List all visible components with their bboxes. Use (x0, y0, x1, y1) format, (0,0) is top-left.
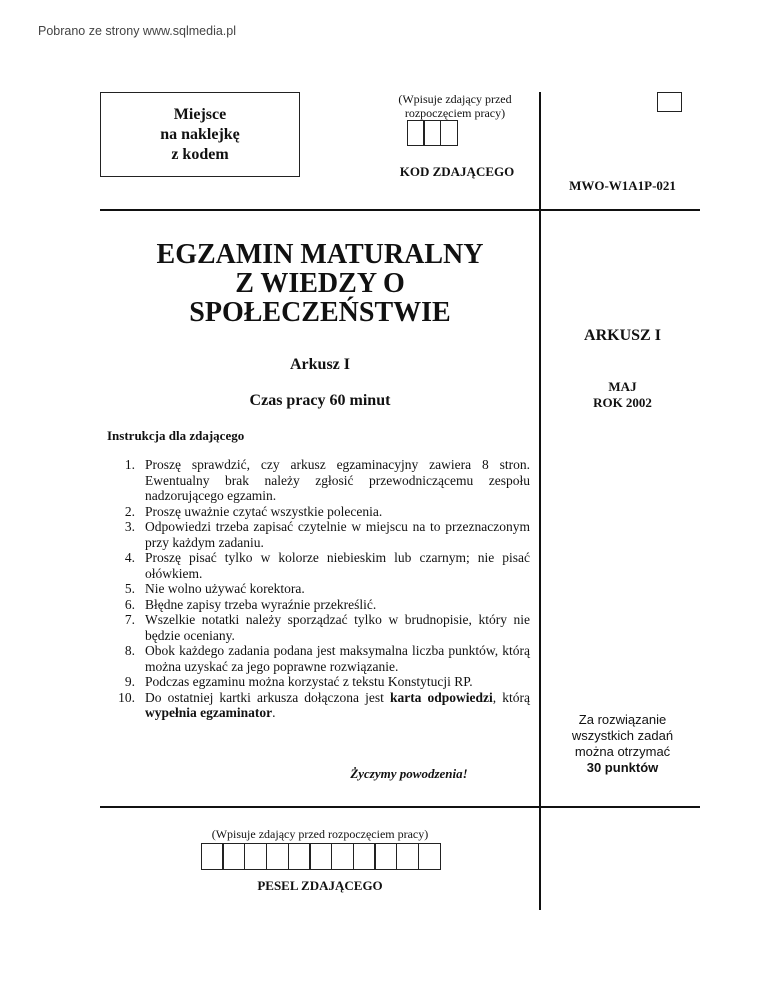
code-digit-box[interactable] (440, 120, 458, 146)
sticker-line: z kodem (171, 145, 229, 163)
vertical-divider (539, 92, 541, 910)
pesel-instruction: (Wpisuje zdający przed rozpoczęciem pracy) (211, 827, 429, 841)
title-line: EGZAMIN MATURALNY (156, 239, 484, 270)
points-note-line: można otrzymać (574, 744, 671, 759)
instruction-item (104, 674, 530, 690)
work-time: Czas pracy 60 minut (249, 392, 391, 409)
instruction-text: Proszę sprawdzić, czy arkusz egzaminacyjny zawiera 8 stron. Ewentualny brak należy zgłosić przewodniczącemu zespołu nadzorującego egzamin. (145, 457, 530, 503)
instruction-number: 10. (118, 689, 135, 705)
exam-year: ROK 2002 (593, 395, 652, 410)
exam-date (545, 379, 700, 411)
bottom-divider (100, 806, 700, 808)
instruction-number: 4. (124, 550, 135, 565)
pesel-digit-box[interactable] (418, 843, 441, 870)
title-line: SPOŁECZEŃSTWIE (189, 297, 451, 328)
exam-title (100, 240, 540, 327)
instruction-text: Proszę uważnie czytać wszystkie polecenia. (145, 503, 383, 519)
pesel-digit-box[interactable] (353, 843, 376, 870)
instruction-text-part: Do ostatniej kartki arkusza dołączona jest (145, 689, 390, 705)
code-instruction (370, 92, 540, 120)
pesel-digit-box[interactable] (244, 843, 267, 870)
instruction-item (104, 550, 530, 581)
title-line: Z WIEDZY O (235, 268, 405, 299)
instruction-item (104, 612, 530, 643)
instruction-item (104, 690, 530, 721)
instruction-text: Nie wolno używać korektora. (145, 581, 305, 596)
pesel-label: PESEL ZDAJĄCEGO (257, 878, 383, 893)
pesel-digit-box[interactable] (201, 843, 224, 870)
good-luck-wish: Życzymy powodzenia! (350, 766, 468, 781)
instruction-item (104, 597, 530, 613)
source-note: Pobrano ze strony www.sqlmedia.pl (38, 24, 237, 38)
instruction-number: 5. (124, 581, 135, 596)
pesel-digit-box[interactable] (309, 843, 332, 870)
exam-month: MAJ (608, 379, 637, 394)
pesel-digit-box[interactable] (288, 843, 311, 870)
instruction-text: Wszelkie notatki należy sporządzać tylko w brudnopisie, który nie będzie oceniany. (145, 612, 530, 643)
sheet-label: Arkusz I (289, 356, 350, 373)
points-note-line: Za rozwiązanie (578, 712, 667, 727)
points-note (545, 712, 700, 776)
code-digit-box[interactable] (407, 120, 425, 146)
code-instruction-line: rozpoczęciem pracy) (404, 106, 506, 120)
instruction-item (104, 504, 530, 520)
instruction-number: 8. (124, 643, 135, 658)
instruction-item (104, 643, 530, 674)
instructions-list (104, 457, 530, 721)
candidate-code-label: KOD ZDAJĄCEGO (399, 164, 515, 179)
answer-card-emphasis: karta odpowiedzi (389, 689, 493, 705)
pesel-digit-box[interactable] (222, 843, 245, 870)
code-digit-box[interactable] (423, 120, 441, 146)
instruction-text: Obok każdego zadania podana jest maksymalna liczba punktów, którą można uzyskać za jego poprawne rozwiązanie. (145, 643, 530, 674)
instruction-item (104, 457, 530, 504)
sheet-label-right: ARKUSZ I (584, 327, 661, 344)
code-instruction-line: (Wpisuje zdający przed (398, 92, 512, 106)
points-note-line: wszystkich zadań (571, 728, 674, 743)
instruction-text: Odpowiedzi trzeba zapisać czytelnie w miejscu na to przeznaczonym przy każdym zadaniu. (145, 519, 530, 550)
instruction-text: Błędne zapisy trzeba wyraźnie przekreślić. (145, 596, 377, 612)
instructions-heading: Instrukcja dla zdającego (107, 428, 245, 443)
examiner-emphasis: wypełnia egzaminator (145, 705, 273, 720)
corner-checkbox[interactable] (657, 92, 682, 112)
instruction-number: 7. (124, 612, 135, 627)
instruction-text-part: . (272, 705, 276, 720)
instruction-text: Podczas egzaminu można korzystać z tekstu Konstytucji RP. (145, 674, 473, 689)
instruction-number: 9. (124, 674, 135, 689)
instruction-number: 6. (124, 596, 135, 612)
pesel-boxes (202, 843, 441, 870)
pesel-digit-box[interactable] (266, 843, 289, 870)
instruction-text: Proszę pisać tylko w kolorze niebieskim lub czarnym; nie pisać ołówkiem. (145, 550, 530, 581)
instruction-text-part: , którą (492, 689, 530, 705)
sticker-line: na naklejkę (160, 125, 240, 143)
sticker-box (100, 92, 300, 177)
sticker-line: Miejsce (173, 105, 227, 123)
instruction-text (145, 690, 530, 721)
exam-code: MWO-W1A1P-021 (569, 178, 676, 193)
max-points: 30 punktów (586, 760, 659, 775)
instruction-number: 2. (124, 503, 135, 519)
instruction-number: 1. (124, 457, 135, 472)
pesel-digit-box[interactable] (396, 843, 419, 870)
pesel-digit-box[interactable] (374, 843, 397, 870)
instruction-item (104, 581, 530, 597)
top-divider (100, 209, 700, 211)
candidate-code-boxes (408, 120, 458, 146)
pesel-digit-box[interactable] (331, 843, 354, 870)
instruction-number: 3. (124, 519, 135, 534)
instruction-item (104, 519, 530, 550)
